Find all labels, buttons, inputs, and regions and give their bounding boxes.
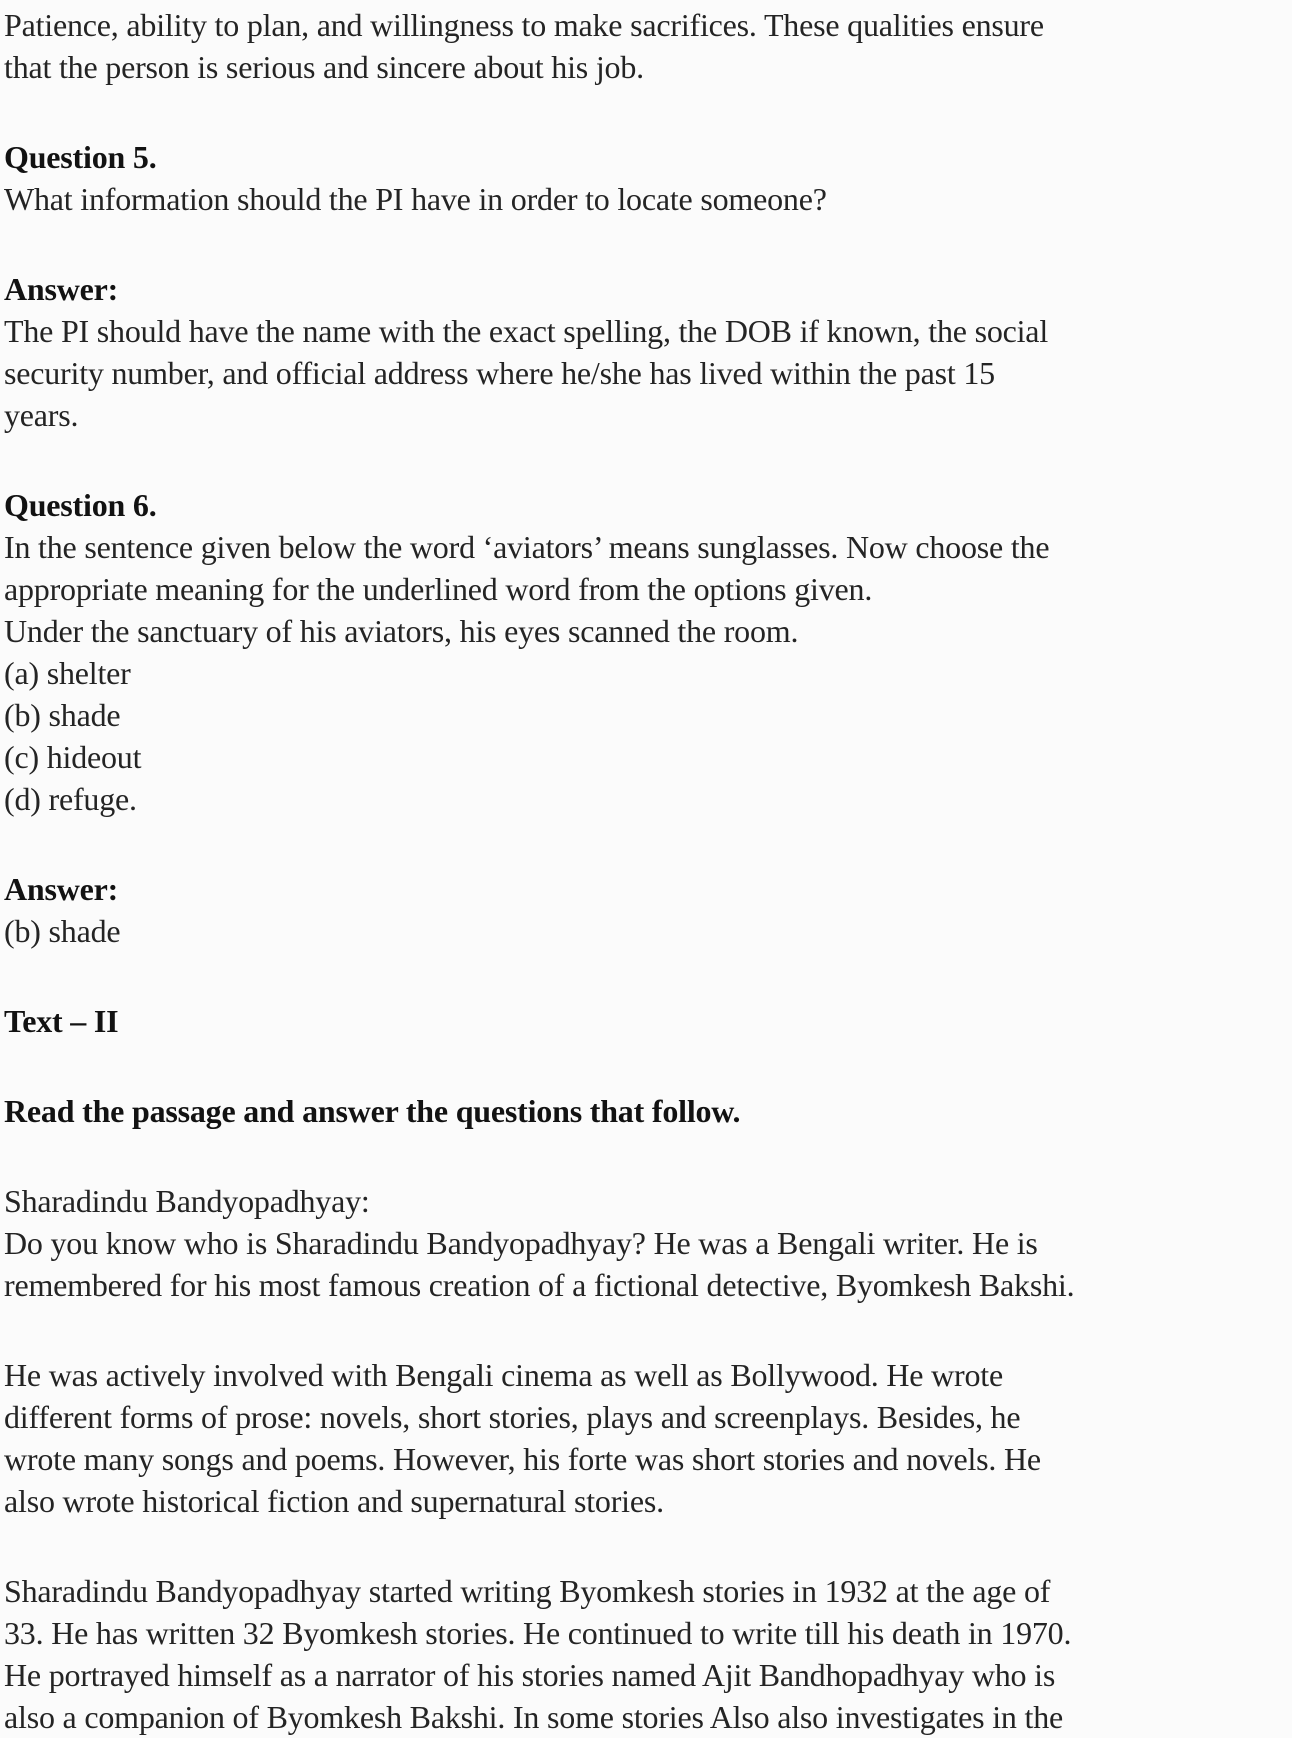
answer-5-text-line: The PI should have the name with the exact spelling, the DOB if known, the social — [4, 313, 1049, 349]
answer-label: Answer: — [4, 271, 119, 307]
question-6-text-line: appropriate meaning for the underlined word from the options given. — [4, 571, 873, 607]
passage-paragraph-2 — [4, 1354, 1286, 1522]
passage-line: 33. He has written 32 Byomkesh stories. He continued to write till his death in 1970. — [4, 1615, 1072, 1651]
option-a: (a) shelter — [4, 655, 131, 691]
passage-paragraph-3 — [4, 1570, 1286, 1738]
passage-line: Sharadindu Bandyopadhyay: — [4, 1183, 370, 1219]
reading-instruction-block — [4, 1090, 1286, 1132]
question-5-block — [4, 136, 1286, 220]
text-line: Patience, ability to plan, and willingness to make sacrifices. These qualities ensure — [4, 7, 1044, 43]
passage-paragraph-1 — [4, 1180, 1286, 1306]
answer-5-text-line: security number, and official address where he/she has lived within the past 15 — [4, 355, 995, 391]
question-5-text: What information should the PI have in order to locate someone? — [4, 181, 827, 217]
question-6-block — [4, 484, 1286, 820]
passage-line: Sharadindu Bandyopadhyay started writing Byomkesh stories in 1932 at the age of — [4, 1573, 1051, 1609]
passage-line: also a companion of Byomkesh Bakshi. In some stories Also also investigates in the — [4, 1699, 1064, 1735]
option-d: (d) refuge. — [4, 781, 137, 817]
question-5-label: Question 5. — [4, 139, 157, 175]
answer-5-text-line: years. — [4, 397, 79, 433]
option-b: (b) shade — [4, 697, 121, 733]
passage-line: wrote many songs and poems. However, his forte was short stories and novels. He — [4, 1441, 1041, 1477]
question-6-sentence: Under the sanctuary of his aviators, his eyes scanned the room. — [4, 613, 799, 649]
instruction-text: Read the passage and answer the questions that follow. — [4, 1093, 741, 1129]
question-6-text-line: In the sentence given below the word ‘aviators’ means sunglasses. Now choose the — [4, 529, 1050, 565]
answer-5-block — [4, 268, 1286, 436]
section-heading-block — [4, 1000, 1286, 1042]
passage-line: also wrote historical fiction and supernatural stories. — [4, 1483, 664, 1519]
answer-label: Answer: — [4, 871, 119, 907]
option-c: (c) hideout — [4, 739, 142, 775]
question-6-label: Question 6. — [4, 487, 157, 523]
passage-line: remembered for his most famous creation of a fictional detective, Byomkesh Bakshi. — [4, 1267, 1075, 1303]
passage-line: He portrayed himself as a narrator of his stories named Ajit Bandhopadhyay who is — [4, 1657, 1056, 1693]
passage-line: Do you know who is Sharadindu Bandyopadhyay? He was a Bengali writer. He is — [4, 1225, 1038, 1261]
text-line: that the person is serious and sincere about his job. — [4, 49, 644, 85]
section-heading: Text – II — [4, 1003, 119, 1039]
answer-6-block — [4, 868, 1286, 952]
passage-line: He was actively involved with Bengali cinema as well as Bollywood. He wrote — [4, 1357, 1003, 1393]
passage-line: different forms of prose: novels, short stories, plays and screenplays. Besides, he — [4, 1399, 1021, 1435]
intro-paragraph — [4, 4, 1286, 88]
answer-6-text: (b) shade — [4, 913, 121, 949]
